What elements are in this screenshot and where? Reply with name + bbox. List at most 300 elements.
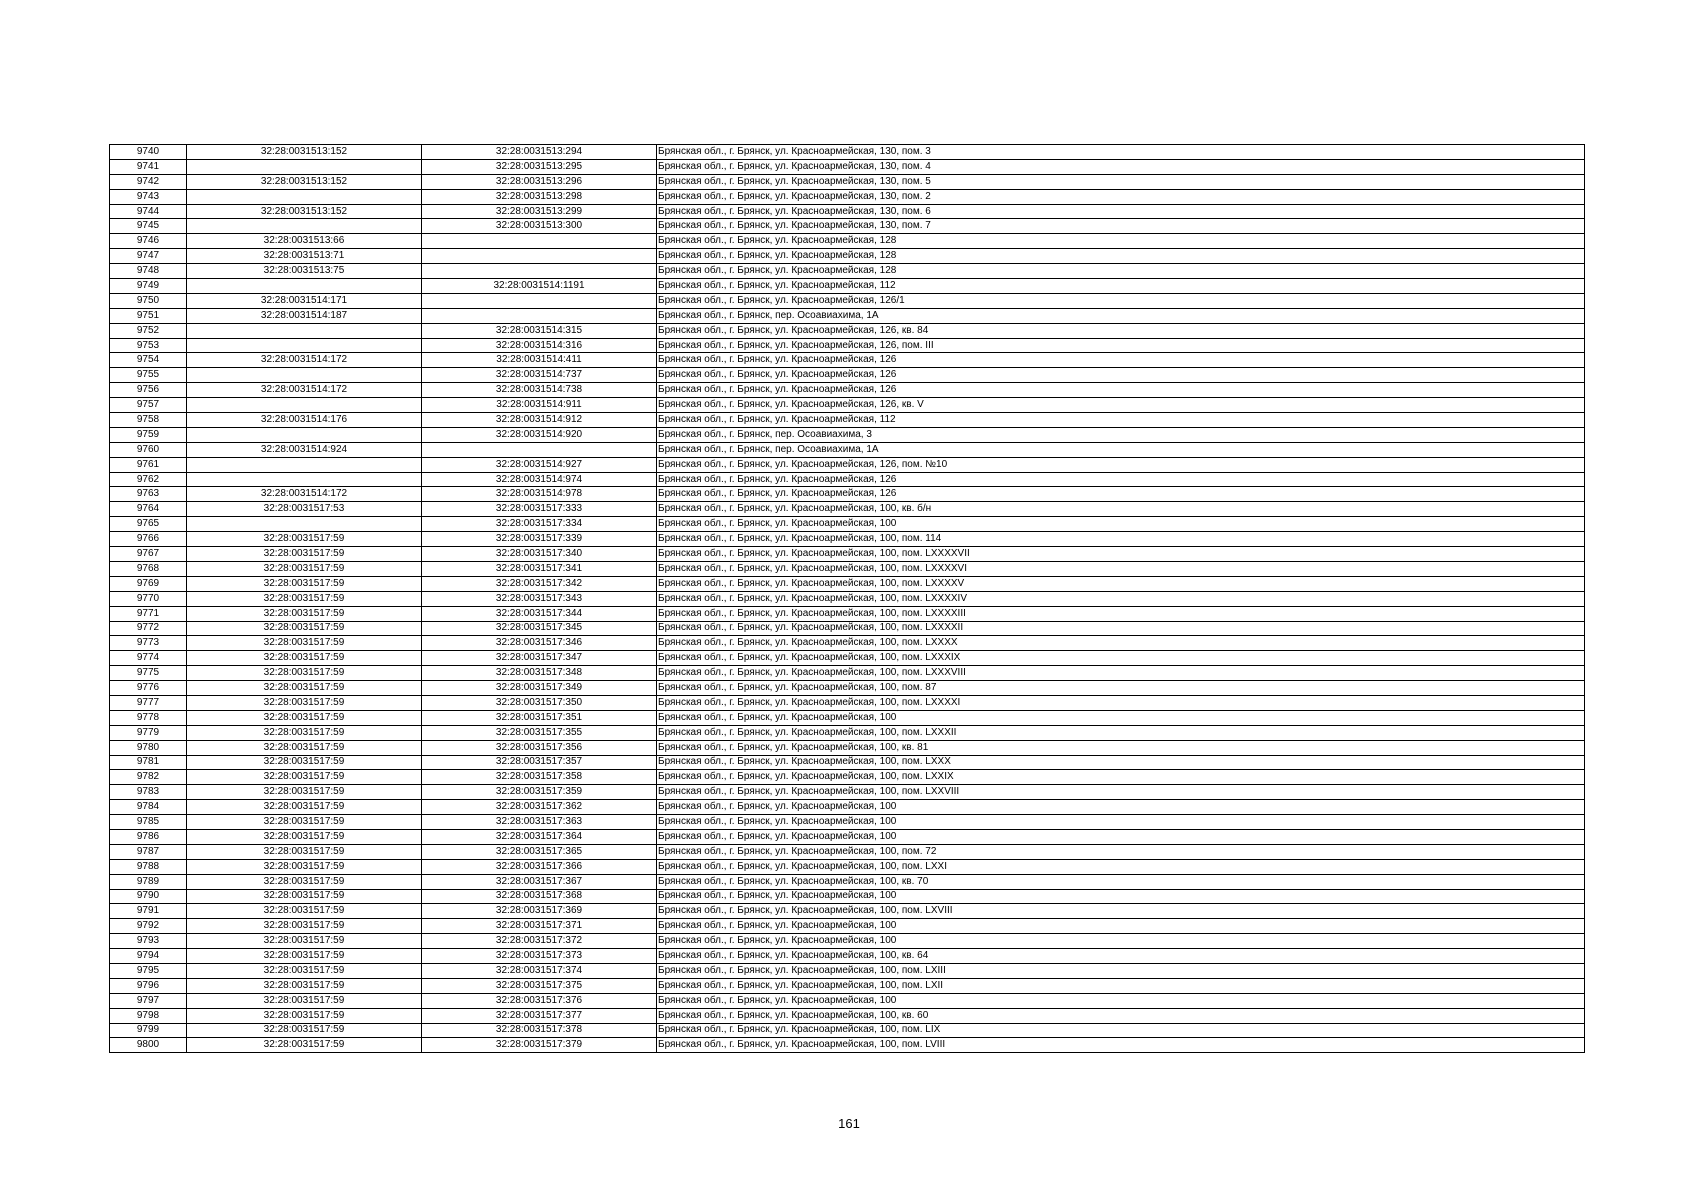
row-number-cell: 9795 xyxy=(110,963,187,978)
address-cell: Брянская обл., г. Брянск, ул. Красноармейская, 100 xyxy=(657,993,1585,1008)
address-cell: Брянская обл., г. Брянск, ул. Красноармейская, 100, пом. LXXXVIII xyxy=(657,666,1585,681)
row-number-cell: 9746 xyxy=(110,234,187,249)
table-row xyxy=(110,338,1585,353)
cadastral-number-cell: 32:28:0031517:365 xyxy=(422,844,657,859)
table-row xyxy=(110,398,1585,413)
parent-cadastral-number-cell: 32:28:0031514:176 xyxy=(187,413,422,428)
row-number-cell: 9794 xyxy=(110,949,187,964)
row-number-cell: 9774 xyxy=(110,651,187,666)
cadastral-number-cell: 32:28:0031517:342 xyxy=(422,576,657,591)
address-cell: Брянская обл., г. Брянск, пер. Осоавиахима, 3 xyxy=(657,427,1585,442)
parent-cadastral-number-cell: 32:28:0031517:59 xyxy=(187,815,422,830)
cadastral-number-cell: 32:28:0031517:340 xyxy=(422,547,657,562)
row-number-cell: 9796 xyxy=(110,978,187,993)
address-cell: Брянская обл., г. Брянск, ул. Красноармейская, 100, пом. LXXXII xyxy=(657,725,1585,740)
row-number-cell: 9793 xyxy=(110,934,187,949)
address-cell: Брянская обл., г. Брянск, ул. Красноармейская, 128 xyxy=(657,264,1585,279)
parent-cadastral-number-cell: 32:28:0031517:59 xyxy=(187,1023,422,1038)
cadastral-number-cell: 32:28:0031514:912 xyxy=(422,413,657,428)
parent-cadastral-number-cell: 32:28:0031513:71 xyxy=(187,249,422,264)
row-number-cell: 9758 xyxy=(110,413,187,428)
row-number-cell: 9778 xyxy=(110,710,187,725)
row-number-cell: 9764 xyxy=(110,502,187,517)
table-row xyxy=(110,234,1585,249)
table-row xyxy=(110,591,1585,606)
cadastral-number-cell: 32:28:0031514:316 xyxy=(422,338,657,353)
parent-cadastral-number-cell: 32:28:0031517:53 xyxy=(187,502,422,517)
table-row xyxy=(110,1008,1585,1023)
parent-cadastral-number-cell: 32:28:0031517:59 xyxy=(187,606,422,621)
table-row xyxy=(110,249,1585,264)
row-number-cell: 9799 xyxy=(110,1023,187,1038)
address-cell: Брянская обл., г. Брянск, ул. Красноармейская, 100 xyxy=(657,829,1585,844)
address-cell: Брянская обл., г. Брянск, ул. Красноармейская, 100, пом. LXIII xyxy=(657,963,1585,978)
table-row xyxy=(110,532,1585,547)
parent-cadastral-number-cell: 32:28:0031517:59 xyxy=(187,755,422,770)
cadastral-number-cell xyxy=(422,264,657,279)
address-cell: Брянская обл., г. Брянск, ул. Красноармейская, 100, пом. LXXXXVII xyxy=(657,547,1585,562)
address-cell: Брянская обл., г. Брянск, ул. Красноармейская, 100, пом. LXXXXVI xyxy=(657,561,1585,576)
row-number-cell: 9767 xyxy=(110,547,187,562)
row-number-cell: 9800 xyxy=(110,1038,187,1053)
address-cell: Брянская обл., г. Брянск, ул. Красноармейская, 126/1 xyxy=(657,293,1585,308)
row-number-cell: 9752 xyxy=(110,323,187,338)
table-row xyxy=(110,502,1585,517)
row-number-cell: 9785 xyxy=(110,815,187,830)
parent-cadastral-number-cell: 32:28:0031517:59 xyxy=(187,621,422,636)
parent-cadastral-number-cell: 32:28:0031513:152 xyxy=(187,145,422,160)
parent-cadastral-number-cell: 32:28:0031517:59 xyxy=(187,591,422,606)
cadastral-number-cell: 32:28:0031513:296 xyxy=(422,174,657,189)
table-row xyxy=(110,874,1585,889)
table-row xyxy=(110,695,1585,710)
row-number-cell: 9751 xyxy=(110,308,187,323)
address-cell: Брянская обл., г. Брянск, ул. Красноармейская, 100, пом. LXXIX xyxy=(657,770,1585,785)
table-row xyxy=(110,785,1585,800)
parent-cadastral-number-cell: 32:28:0031517:59 xyxy=(187,651,422,666)
row-number-cell: 9768 xyxy=(110,561,187,576)
cadastral-number-cell: 32:28:0031517:374 xyxy=(422,963,657,978)
cadastral-number-cell: 32:28:0031517:372 xyxy=(422,934,657,949)
address-cell: Брянская обл., г. Брянск, ул. Красноармейская, 100, пом. LXXXXV xyxy=(657,576,1585,591)
page-number: 161 xyxy=(838,1116,860,1131)
address-cell: Брянская обл., г. Брянск, ул. Красноармейская, 126, пом. III xyxy=(657,338,1585,353)
parent-cadastral-number-cell: 32:28:0031517:59 xyxy=(187,725,422,740)
table-row xyxy=(110,710,1585,725)
parent-cadastral-number-cell xyxy=(187,189,422,204)
parent-cadastral-number-cell xyxy=(187,368,422,383)
parent-cadastral-number-cell xyxy=(187,517,422,532)
table-row xyxy=(110,279,1585,294)
row-number-cell: 9776 xyxy=(110,681,187,696)
table-row xyxy=(110,725,1585,740)
row-number-cell: 9782 xyxy=(110,770,187,785)
address-cell: Брянская обл., г. Брянск, ул. Красноармейская, 130, пом. 2 xyxy=(657,189,1585,204)
row-number-cell: 9756 xyxy=(110,383,187,398)
parent-cadastral-number-cell: 32:28:0031517:59 xyxy=(187,532,422,547)
address-cell: Брянская обл., г. Брянск, ул. Красноармейская, 100, пом. LXXX xyxy=(657,755,1585,770)
row-number-cell: 9748 xyxy=(110,264,187,279)
table-row xyxy=(110,740,1585,755)
row-number-cell: 9792 xyxy=(110,919,187,934)
cadastral-number-cell: 32:28:0031517:355 xyxy=(422,725,657,740)
parent-cadastral-number-cell: 32:28:0031514:172 xyxy=(187,353,422,368)
address-cell: Брянская обл., г. Брянск, ул. Красноармейская, 100, пом. LIX xyxy=(657,1023,1585,1038)
parent-cadastral-number-cell xyxy=(187,472,422,487)
table-row xyxy=(110,666,1585,681)
parent-cadastral-number-cell: 32:28:0031514:924 xyxy=(187,442,422,457)
cadastral-number-cell: 32:28:0031517:377 xyxy=(422,1008,657,1023)
parent-cadastral-number-cell xyxy=(187,338,422,353)
parent-cadastral-number-cell: 32:28:0031517:59 xyxy=(187,740,422,755)
address-cell: Брянская обл., г. Брянск, ул. Красноармейская, 126, пом. №10 xyxy=(657,457,1585,472)
address-cell: Брянская обл., г. Брянск, ул. Красноармейская, 100, пом. LXXXXII xyxy=(657,621,1585,636)
parent-cadastral-number-cell xyxy=(187,279,422,294)
table-row xyxy=(110,815,1585,830)
cadastral-number-cell: 32:28:0031517:376 xyxy=(422,993,657,1008)
row-number-cell: 9791 xyxy=(110,904,187,919)
table-row xyxy=(110,800,1585,815)
address-cell: Брянская обл., г. Брянск, ул. Красноармейская, 112 xyxy=(657,279,1585,294)
row-number-cell: 9762 xyxy=(110,472,187,487)
parent-cadastral-number-cell: 32:28:0031517:59 xyxy=(187,904,422,919)
table-row xyxy=(110,993,1585,1008)
table-row xyxy=(110,145,1585,160)
row-number-cell: 9765 xyxy=(110,517,187,532)
address-cell: Брянская обл., г. Брянск, ул. Красноармейская, 126, кв. 84 xyxy=(657,323,1585,338)
parent-cadastral-number-cell: 32:28:0031514:172 xyxy=(187,487,422,502)
address-cell: Брянская обл., г. Брянск, ул. Красноармейская, 100, пом. 114 xyxy=(657,532,1585,547)
address-cell: Брянская обл., г. Брянск, ул. Красноармейская, 100, пом. LXII xyxy=(657,978,1585,993)
cadastral-number-cell: 32:28:0031517:345 xyxy=(422,621,657,636)
table-row xyxy=(110,293,1585,308)
parent-cadastral-number-cell: 32:28:0031517:59 xyxy=(187,1038,422,1053)
row-number-cell: 9769 xyxy=(110,576,187,591)
row-number-cell: 9742 xyxy=(110,174,187,189)
address-cell: Брянская обл., г. Брянск, ул. Красноармейская, 100 xyxy=(657,889,1585,904)
address-cell: Брянская обл., г. Брянск, ул. Красноармейская, 100, пом. LXXI xyxy=(657,859,1585,874)
cadastral-number-cell: 32:28:0031517:366 xyxy=(422,859,657,874)
address-cell: Брянская обл., г. Брянск, ул. Красноармейская, 100, кв. 64 xyxy=(657,949,1585,964)
address-cell: Брянская обл., г. Брянск, ул. Красноармейская, 130, пом. 3 xyxy=(657,145,1585,160)
cadastral-number-cell: 32:28:0031517:344 xyxy=(422,606,657,621)
row-number-cell: 9779 xyxy=(110,725,187,740)
cadastral-number-cell: 32:28:0031517:363 xyxy=(422,815,657,830)
table-row xyxy=(110,934,1585,949)
row-number-cell: 9754 xyxy=(110,353,187,368)
cadastral-number-cell: 32:28:0031517:364 xyxy=(422,829,657,844)
cadastral-number-cell: 32:28:0031517:351 xyxy=(422,710,657,725)
parent-cadastral-number-cell: 32:28:0031517:59 xyxy=(187,681,422,696)
cadastral-number-cell xyxy=(422,308,657,323)
address-cell: Брянская обл., г. Брянск, ул. Красноармейская, 100 xyxy=(657,800,1585,815)
cadastral-number-cell: 32:28:0031513:295 xyxy=(422,159,657,174)
cadastral-number-cell: 32:28:0031514:737 xyxy=(422,368,657,383)
row-number-cell: 9790 xyxy=(110,889,187,904)
table-row xyxy=(110,621,1585,636)
parent-cadastral-number-cell: 32:28:0031517:59 xyxy=(187,934,422,949)
address-cell: Брянская обл., г. Брянск, ул. Красноармейская, 100 xyxy=(657,710,1585,725)
row-number-cell: 9789 xyxy=(110,874,187,889)
row-number-cell: 9755 xyxy=(110,368,187,383)
parent-cadastral-number-cell xyxy=(187,323,422,338)
row-number-cell: 9797 xyxy=(110,993,187,1008)
address-cell: Брянская обл., г. Брянск, ул. Красноармейская, 126 xyxy=(657,487,1585,502)
table-row xyxy=(110,829,1585,844)
cadastral-number-cell: 32:28:0031517:378 xyxy=(422,1023,657,1038)
row-number-cell: 9784 xyxy=(110,800,187,815)
cadastral-number-cell: 32:28:0031517:346 xyxy=(422,636,657,651)
address-cell: Брянская обл., г. Брянск, ул. Красноармейская, 100, пом. LVIII xyxy=(657,1038,1585,1053)
address-cell: Брянская обл., г. Брянск, ул. Красноармейская, 100, пом. LXXXXIV xyxy=(657,591,1585,606)
row-number-cell: 9798 xyxy=(110,1008,187,1023)
parent-cadastral-number-cell xyxy=(187,219,422,234)
parent-cadastral-number-cell xyxy=(187,457,422,472)
parent-cadastral-number-cell: 32:28:0031517:59 xyxy=(187,993,422,1008)
address-cell: Брянская обл., г. Брянск, ул. Красноармейская, 126 xyxy=(657,368,1585,383)
row-number-cell: 9759 xyxy=(110,427,187,442)
parent-cadastral-number-cell: 32:28:0031514:172 xyxy=(187,383,422,398)
row-number-cell: 9747 xyxy=(110,249,187,264)
table-row xyxy=(110,681,1585,696)
table-row xyxy=(110,963,1585,978)
address-cell: Брянская обл., г. Брянск, ул. Красноармейская, 100 xyxy=(657,934,1585,949)
table-row xyxy=(110,487,1585,502)
row-number-cell: 9740 xyxy=(110,145,187,160)
parent-cadastral-number-cell: 32:28:0031517:59 xyxy=(187,874,422,889)
row-number-cell: 9781 xyxy=(110,755,187,770)
parent-cadastral-number-cell: 32:28:0031517:59 xyxy=(187,859,422,874)
property-table-body xyxy=(110,145,1585,1053)
row-number-cell: 9773 xyxy=(110,636,187,651)
cadastral-number-cell: 32:28:0031517:343 xyxy=(422,591,657,606)
cadastral-number-cell: 32:28:0031517:341 xyxy=(422,561,657,576)
parent-cadastral-number-cell: 32:28:0031517:59 xyxy=(187,576,422,591)
row-number-cell: 9760 xyxy=(110,442,187,457)
cadastral-number-cell: 32:28:0031517:349 xyxy=(422,681,657,696)
cadastral-number-cell xyxy=(422,293,657,308)
table-row xyxy=(110,576,1585,591)
parent-cadastral-number-cell: 32:28:0031517:59 xyxy=(187,978,422,993)
table-row xyxy=(110,636,1585,651)
cadastral-number-cell: 32:28:0031517:371 xyxy=(422,919,657,934)
cadastral-number-cell: 32:28:0031517:339 xyxy=(422,532,657,547)
table-row xyxy=(110,323,1585,338)
address-cell: Брянская обл., г. Брянск, ул. Красноармейская, 126, кв. V xyxy=(657,398,1585,413)
cadastral-number-cell: 32:28:0031514:411 xyxy=(422,353,657,368)
table-row xyxy=(110,561,1585,576)
table-row xyxy=(110,204,1585,219)
parent-cadastral-number-cell: 32:28:0031513:66 xyxy=(187,234,422,249)
cadastral-number-cell: 32:28:0031517:356 xyxy=(422,740,657,755)
address-cell: Брянская обл., г. Брянск, ул. Красноармейская, 100, пом. LXXXXI xyxy=(657,695,1585,710)
property-table xyxy=(109,144,1585,1053)
address-cell: Брянская обл., г. Брянск, ул. Красноармейская, 130, пом. 4 xyxy=(657,159,1585,174)
address-cell: Брянская обл., г. Брянск, ул. Красноармейская, 100, пом. 87 xyxy=(657,681,1585,696)
parent-cadastral-number-cell: 32:28:0031517:59 xyxy=(187,949,422,964)
table-row xyxy=(110,189,1585,204)
table-row xyxy=(110,651,1585,666)
row-number-cell: 9744 xyxy=(110,204,187,219)
row-number-cell: 9757 xyxy=(110,398,187,413)
parent-cadastral-number-cell: 32:28:0031517:59 xyxy=(187,561,422,576)
row-number-cell: 9772 xyxy=(110,621,187,636)
cadastral-number-cell: 32:28:0031517:350 xyxy=(422,695,657,710)
row-number-cell: 9745 xyxy=(110,219,187,234)
table-row xyxy=(110,1023,1585,1038)
cadastral-number-cell: 32:28:0031517:359 xyxy=(422,785,657,800)
row-number-cell: 9783 xyxy=(110,785,187,800)
cadastral-number-cell: 32:28:0031517:334 xyxy=(422,517,657,532)
parent-cadastral-number-cell: 32:28:0031517:59 xyxy=(187,785,422,800)
address-cell: Брянская обл., г. Брянск, ул. Красноармейская, 130, пом. 6 xyxy=(657,204,1585,219)
cadastral-number-cell: 32:28:0031513:298 xyxy=(422,189,657,204)
parent-cadastral-number-cell: 32:28:0031517:59 xyxy=(187,547,422,562)
table-row xyxy=(110,264,1585,279)
address-cell: Брянская обл., г. Брянск, ул. Красноармейская, 100, кв. 60 xyxy=(657,1008,1585,1023)
table-row xyxy=(110,427,1585,442)
address-cell: Брянская обл., г. Брянск, ул. Красноармейская, 100, кв. б/н xyxy=(657,502,1585,517)
cadastral-number-cell: 32:28:0031517:348 xyxy=(422,666,657,681)
cadastral-number-cell: 32:28:0031517:369 xyxy=(422,904,657,919)
table-row xyxy=(110,353,1585,368)
address-cell: Брянская обл., г. Брянск, пер. Осоавиахима, 1А xyxy=(657,308,1585,323)
cadastral-number-cell: 32:28:0031513:300 xyxy=(422,219,657,234)
cadastral-number-cell: 32:28:0031514:978 xyxy=(422,487,657,502)
address-cell: Брянская обл., г. Брянск, ул. Красноармейская, 100, кв. 70 xyxy=(657,874,1585,889)
table-row xyxy=(110,1038,1585,1053)
cadastral-number-cell: 32:28:0031517:358 xyxy=(422,770,657,785)
parent-cadastral-number-cell: 32:28:0031517:59 xyxy=(187,889,422,904)
table-row xyxy=(110,844,1585,859)
row-number-cell: 9788 xyxy=(110,859,187,874)
cadastral-number-cell xyxy=(422,442,657,457)
cadastral-number-cell: 32:28:0031517:373 xyxy=(422,949,657,964)
address-cell: Брянская обл., г. Брянск, ул. Красноармейская, 128 xyxy=(657,249,1585,264)
parent-cadastral-number-cell: 32:28:0031513:152 xyxy=(187,174,422,189)
cadastral-number-cell: 32:28:0031517:333 xyxy=(422,502,657,517)
table-row xyxy=(110,174,1585,189)
cadastral-number-cell: 32:28:0031517:375 xyxy=(422,978,657,993)
parent-cadastral-number-cell: 32:28:0031517:59 xyxy=(187,710,422,725)
cadastral-number-cell: 32:28:0031514:911 xyxy=(422,398,657,413)
row-number-cell: 9749 xyxy=(110,279,187,294)
address-cell: Брянская обл., г. Брянск, ул. Красноармейская, 112 xyxy=(657,413,1585,428)
address-cell: Брянская обл., г. Брянск, ул. Красноармейская, 126 xyxy=(657,353,1585,368)
parent-cadastral-number-cell: 32:28:0031517:59 xyxy=(187,695,422,710)
cadastral-number-cell: 32:28:0031517:347 xyxy=(422,651,657,666)
address-cell: Брянская обл., г. Брянск, ул. Красноармейская, 100, пом. LXXVIII xyxy=(657,785,1585,800)
cadastral-number-cell: 32:28:0031514:1191 xyxy=(422,279,657,294)
address-cell: Брянская обл., г. Брянск, ул. Красноармейская, 100, пом. 72 xyxy=(657,844,1585,859)
cadastral-number-cell: 32:28:0031514:315 xyxy=(422,323,657,338)
row-number-cell: 9786 xyxy=(110,829,187,844)
parent-cadastral-number-cell: 32:28:0031517:59 xyxy=(187,829,422,844)
address-cell: Брянская обл., г. Брянск, ул. Красноармейская, 130, пом. 5 xyxy=(657,174,1585,189)
parent-cadastral-number-cell xyxy=(187,427,422,442)
row-number-cell: 9771 xyxy=(110,606,187,621)
parent-cadastral-number-cell: 32:28:0031517:59 xyxy=(187,666,422,681)
parent-cadastral-number-cell xyxy=(187,159,422,174)
parent-cadastral-number-cell: 32:28:0031517:59 xyxy=(187,963,422,978)
parent-cadastral-number-cell: 32:28:0031513:152 xyxy=(187,204,422,219)
row-number-cell: 9763 xyxy=(110,487,187,502)
parent-cadastral-number-cell: 32:28:0031517:59 xyxy=(187,770,422,785)
address-cell: Брянская обл., г. Брянск, ул. Красноармейская, 100 xyxy=(657,815,1585,830)
cadastral-number-cell: 32:28:0031513:294 xyxy=(422,145,657,160)
parent-cadastral-number-cell: 32:28:0031514:187 xyxy=(187,308,422,323)
table-row xyxy=(110,919,1585,934)
cadastral-number-cell xyxy=(422,234,657,249)
table-row xyxy=(110,949,1585,964)
table-row xyxy=(110,413,1585,428)
parent-cadastral-number-cell: 32:28:0031517:59 xyxy=(187,844,422,859)
table-row xyxy=(110,606,1585,621)
cadastral-number-cell: 32:28:0031514:920 xyxy=(422,427,657,442)
table-row xyxy=(110,383,1585,398)
cadastral-number-cell: 32:28:0031514:738 xyxy=(422,383,657,398)
parent-cadastral-number-cell: 32:28:0031517:59 xyxy=(187,1008,422,1023)
address-cell: Брянская обл., г. Брянск, пер. Осоавиахима, 1А xyxy=(657,442,1585,457)
cadastral-number-cell: 32:28:0031514:927 xyxy=(422,457,657,472)
address-cell: Брянская обл., г. Брянск, ул. Красноармейская, 100, кв. 81 xyxy=(657,740,1585,755)
table-row xyxy=(110,457,1585,472)
table-row xyxy=(110,219,1585,234)
table-row xyxy=(110,859,1585,874)
row-number-cell: 9780 xyxy=(110,740,187,755)
row-number-cell: 9741 xyxy=(110,159,187,174)
address-cell: Брянская обл., г. Брянск, ул. Красноармейская, 126 xyxy=(657,472,1585,487)
table-row xyxy=(110,547,1585,562)
cadastral-number-cell: 32:28:0031517:362 xyxy=(422,800,657,815)
row-number-cell: 9743 xyxy=(110,189,187,204)
table-row xyxy=(110,978,1585,993)
address-cell: Брянская обл., г. Брянск, ул. Красноармейская, 126 xyxy=(657,383,1585,398)
address-cell: Брянская обл., г. Брянск, ул. Красноармейская, 128 xyxy=(657,234,1585,249)
parent-cadastral-number-cell: 32:28:0031513:75 xyxy=(187,264,422,279)
cadastral-number-cell: 32:28:0031517:357 xyxy=(422,755,657,770)
table-row xyxy=(110,517,1585,532)
table-row xyxy=(110,368,1585,383)
address-cell: Брянская обл., г. Брянск, ул. Красноармейская, 100 xyxy=(657,919,1585,934)
row-number-cell: 9775 xyxy=(110,666,187,681)
table-row xyxy=(110,308,1585,323)
cadastral-number-cell: 32:28:0031513:299 xyxy=(422,204,657,219)
row-number-cell: 9761 xyxy=(110,457,187,472)
table-row xyxy=(110,755,1585,770)
cadastral-number-cell: 32:28:0031517:379 xyxy=(422,1038,657,1053)
row-number-cell: 9750 xyxy=(110,293,187,308)
address-cell: Брянская обл., г. Брянск, ул. Красноармейская, 100, пом. LXXXX xyxy=(657,636,1585,651)
row-number-cell: 9766 xyxy=(110,532,187,547)
row-number-cell: 9770 xyxy=(110,591,187,606)
table-row xyxy=(110,442,1585,457)
table-row xyxy=(110,770,1585,785)
address-cell: Брянская обл., г. Брянск, ул. Красноармейская, 130, пом. 7 xyxy=(657,219,1585,234)
address-cell: Брянская обл., г. Брянск, ул. Красноармейская, 100, пом. LXXXXIII xyxy=(657,606,1585,621)
row-number-cell: 9777 xyxy=(110,695,187,710)
row-number-cell: 9753 xyxy=(110,338,187,353)
table-row xyxy=(110,889,1585,904)
cadastral-number-cell xyxy=(422,249,657,264)
cadastral-number-cell: 32:28:0031514:974 xyxy=(422,472,657,487)
table-row xyxy=(110,472,1585,487)
address-cell: Брянская обл., г. Брянск, ул. Красноармейская, 100 xyxy=(657,517,1585,532)
table-row xyxy=(110,159,1585,174)
parent-cadastral-number-cell: 32:28:0031517:59 xyxy=(187,636,422,651)
parent-cadastral-number-cell: 32:28:0031517:59 xyxy=(187,800,422,815)
table-row xyxy=(110,904,1585,919)
